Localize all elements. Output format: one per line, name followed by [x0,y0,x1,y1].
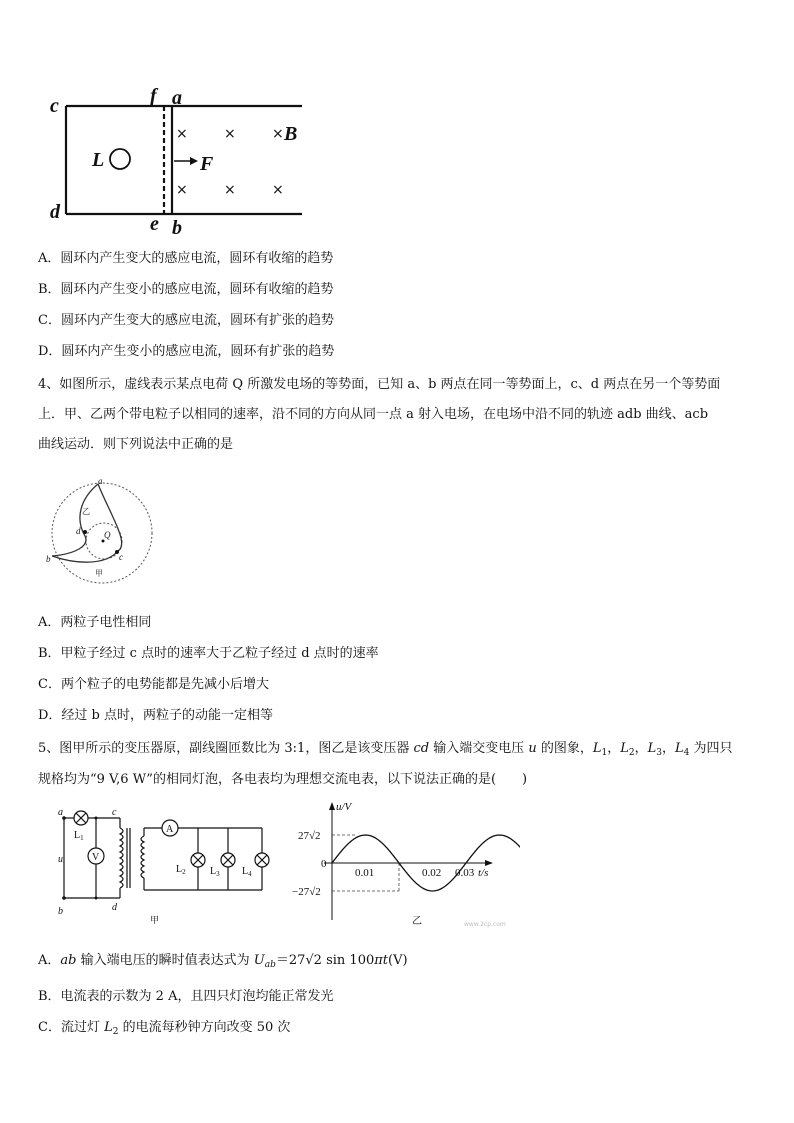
label-f: f [150,85,157,107]
label-L: L [92,149,105,171]
label-d: d [50,201,60,223]
x-tick-001: 0.01 [355,867,375,879]
figure-label-yi: 乙 [412,916,422,927]
lamp-l1-label: $L_1$ [74,830,84,842]
lamp-l3-label: $L_3$ [210,866,220,878]
label-c: c [119,552,123,562]
label-d: d [112,902,117,913]
figure-transformer-circuit [52,806,282,930]
figure-magnetic-frame [44,82,314,237]
q3-option-d: D．圆环内产生变小的感应电流，圆环有扩张的趋势 [38,344,335,359]
field-cross: × [272,126,284,142]
label-jia: 甲 [95,569,103,578]
y-tick-pos: 27√2 [298,830,321,842]
label-a: a [172,87,182,109]
field-cross: × [176,126,188,142]
label-u: u [58,854,63,865]
ammeter-label: A [166,824,174,835]
q5-stem-line2: 规格均为“9 V,6 W”的相同灯泡，各电表均为理想交流电表，以下说法正确的是( ) [38,772,528,787]
figure-label-jia: 甲 [150,916,160,926]
label-c: c [112,807,117,818]
q4-stem-line2: 上．甲、乙两个带电粒子以相同的速率，沿不同的方向从同一点 a 射入电场，在电场中沿不同的轨迹 adb 曲线、acb [38,407,709,422]
q4-stem-line1: 4、如图所示，虚线表示某点电荷 Q 所激发电场的等势面，已知 a、b 两点在同一等势面上，c、d 两点在另一个等势面 [38,377,721,392]
field-cross: × [224,182,236,198]
label-Q: Q [104,530,111,540]
x-tick-002: 0.02 [422,867,442,879]
x-tick-003: 0.03 [455,867,475,879]
label-B: B [284,123,298,145]
field-cross: × [224,126,236,142]
y-tick-zero: 0 [321,858,327,870]
q3-option-c: C．圆环内产生变大的感应电流，圆环有扩张的趋势 [38,313,334,328]
label-d: d [76,526,81,536]
label-yi: 乙 [82,507,90,516]
label-c: c [50,95,59,117]
q5-option-a: A．ab 输入端电压的瞬时值表达式为 $U_{ab}=27√2$ sin 100πt(V) [38,953,408,970]
q4-option-d: D．经过 b 点时，两粒子的动能一定相等 [38,708,274,723]
voltage-waveform-chart [284,800,520,930]
field-cross: × [272,182,284,198]
watermark: www.2cp.com [464,921,506,928]
lamp-l2-label: $L_2$ [176,864,186,876]
label-b: b [172,217,182,237]
q4-option-a: A．两粒子电性相同 [38,615,152,630]
y-axis-label: u/V [336,801,352,813]
label-b: b [46,554,51,564]
field-cross: × [176,182,188,198]
q3-option-b: B．圆环内产生变小的感应电流，圆环有收缩的趋势 [38,282,334,297]
label-a: a [58,807,63,818]
y-tick-neg: −27√2 [292,886,321,898]
figure-equipotential [40,474,165,584]
lamp-l4-label: $L_4$ [242,866,252,878]
q3-option-a: A．圆环内产生变大的感应电流，圆环有收缩的趋势 [38,251,334,266]
q5-stem-line1: 5、图甲所示的变压器原，副线圈匝数比为 3:1，图乙是该变压器 cd 输入端交变电压 u 的图象，$L_1$，$L_2$，$L_3$，$L_4$ 为四只 [38,741,733,758]
label-a: a [98,476,103,486]
x-axis-label: t/s [478,867,489,879]
label-b: b [58,906,63,917]
q5-option-b: B．电流表的示数为 2 A，且四只灯泡均能正常发光 [38,989,334,1004]
voltmeter-label: V [92,852,100,863]
q4-stem-line3: 曲线运动．则下列说法中正确的是 [38,437,234,452]
label-e: e [150,213,159,235]
q4-option-b: B．甲粒子经过 c 点时的速率大于乙粒子经过 d 点时的速率 [38,646,379,661]
q5-option-c: C．流过灯 $L_2$ 的电流每秒钟方向改变 50 次 [38,1020,291,1037]
label-F: F [200,153,214,175]
q4-option-c: C．两个粒子的电势能都是先减小后增大 [38,677,269,692]
